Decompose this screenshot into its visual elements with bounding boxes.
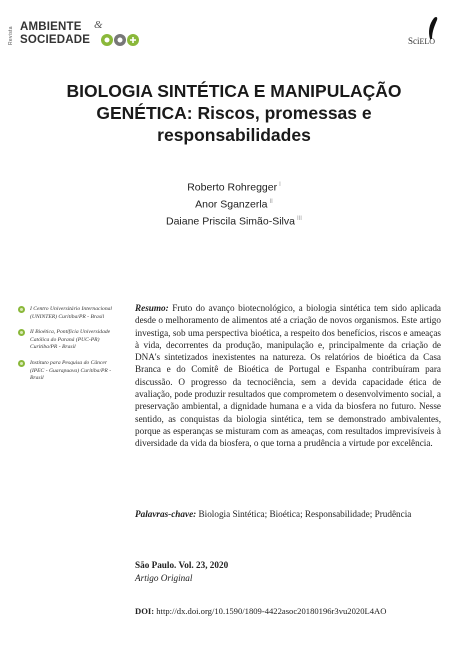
author-3: Daiane Priscila Simão-Silva $^{III}$	[166, 215, 302, 228]
keywords	[135, 508, 441, 520]
affiliation-item: I Centro Universitário Internacional (UNINTER) Curitiba/PR - Brasil	[18, 306, 118, 321]
citation-city-volume: São Paulo. Vol. 23, 2020	[135, 560, 229, 570]
article-title: BIOLOGIA SINTÉTICA E MANIPULAÇÃO GENÉTICA: Riscos, promessas e responsabilidades	[66, 81, 402, 145]
author-1: Roberto Rohregger $^I$	[187, 181, 281, 194]
journal-logo-line2: SOCIEDADE	[20, 34, 91, 46]
doi-link[interactable]: http://dx.doi.org/10.1590/1809-4422asoc20180196r3vu2020L4AO	[154, 606, 387, 616]
journal-logo-amp: &	[94, 19, 103, 31]
article-type: Artigo Original	[135, 573, 193, 583]
doi-line	[135, 606, 386, 616]
doi-label: DOI:	[135, 606, 155, 616]
journal-logo	[8, 20, 148, 48]
author-list	[100, 178, 368, 229]
affiliation-bullet-icon	[18, 306, 25, 313]
abstract-text: Fruto do avanço biotecnológico, a biologia sintética tem sido aplicada desde o melhoramento de alimentos até a criação de novos organismos. Este artigo investiga, sob uma perspectiva bioética, a respeito dos benefícios, riscos e ameaças à vida, decorrentes da produção, manipulação e, principalmente da criação de DNA's sintetizados inexistentes na natureza. Os relatórios de bioética da Casa Branca e do Comitê de Bioética de Portugal e Espanha contribuíram para discussão. O progresso da tecnociência, sem a devida capacidade ética de avaliação, pode produzir resultados que comprometem o desenvolvimento social, a preservação ambiental, a dignidade humana e a vida da biosfera no futuro. Nesse sentido, as conquistas da biologia sintética, tem se demonstrado ambivalentes, porque as esperanças se misturam com as ameaças, com resultados imprevisíveis à diversidade da vida da biosfera, o que torna a prudência a virtude por excelência.	[135, 303, 441, 449]
journal-logo-revista: Revista	[8, 26, 14, 46]
abstract	[135, 302, 441, 450]
affiliation-bullet-icon	[18, 360, 25, 367]
affiliation-item: II Bioética, Pontifícia Universidade Católica do Paraná (PUC-PR) Curitiba/PR - Brasil	[18, 329, 118, 352]
author-2: Anor Sganzerla $^{II}$	[195, 198, 273, 211]
journal-logo-line1: AMBIENTE	[20, 21, 82, 33]
abstract-label: Resumo:	[135, 303, 169, 313]
affiliation-item: Instituto para Pesquisa do Câncer (IPEC - Guarapuava) Curitiba/PR - Brasil	[18, 360, 118, 383]
keywords-text: Biologia Sintética; Bioética; Responsabilidade; Prudência	[196, 509, 412, 519]
affiliation-list	[18, 306, 118, 391]
scielo-text: SciELO	[408, 36, 436, 46]
keywords-label: Palavras-chave:	[135, 509, 197, 519]
scielo-logo	[404, 14, 448, 50]
journal-logo-circles-icon	[100, 32, 140, 48]
affiliation-bullet-icon	[18, 329, 25, 336]
